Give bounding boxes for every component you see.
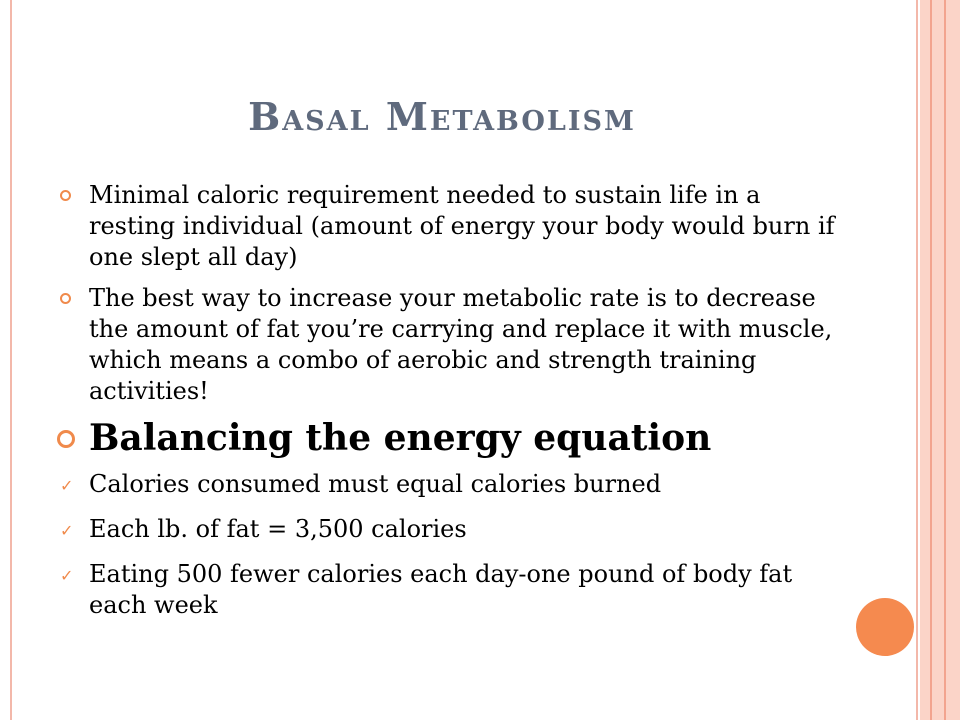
checkmark-icon: ✓ [60,476,74,495]
bullet-text: The best way to increase your metabolic rate is to decrease the amount of fat you’re carrying and replace it with muscle, which means a combo of aerobic and strength training activities! [89,284,833,405]
list-item [60,469,840,500]
decorative-orange-circle [856,598,914,656]
strip-line [930,0,932,720]
decorative-side-strip [920,0,960,720]
strip-line [944,0,946,720]
checkmark-icon: ✓ [60,521,74,540]
checkmark-icon: ✓ [60,566,74,585]
bullet-text: Calories consumed must equal calories burned [89,470,662,498]
list-item [60,283,840,407]
slide-title: Basal Metabolism [248,94,636,139]
ring-bullet-icon [57,430,75,448]
ring-bullet-icon [60,190,71,201]
bullet-text: Balancing the energy equation [89,417,712,459]
bullet-text: Eating 500 fewer calories each day-one pound of body fat each week [89,560,793,619]
bullet-text: Minimal caloric requirement needed to sustain life in a resting individual (amount of energy your body would burn if one slept all day) [89,181,835,271]
ring-bullet-icon [60,293,71,304]
list-item [60,180,840,273]
slide-content [60,180,840,621]
list-item [60,559,840,621]
list-item-heading [60,416,840,460]
list-item [60,514,840,545]
bullet-text: Each lb. of fat = 3,500 calories [89,515,467,543]
